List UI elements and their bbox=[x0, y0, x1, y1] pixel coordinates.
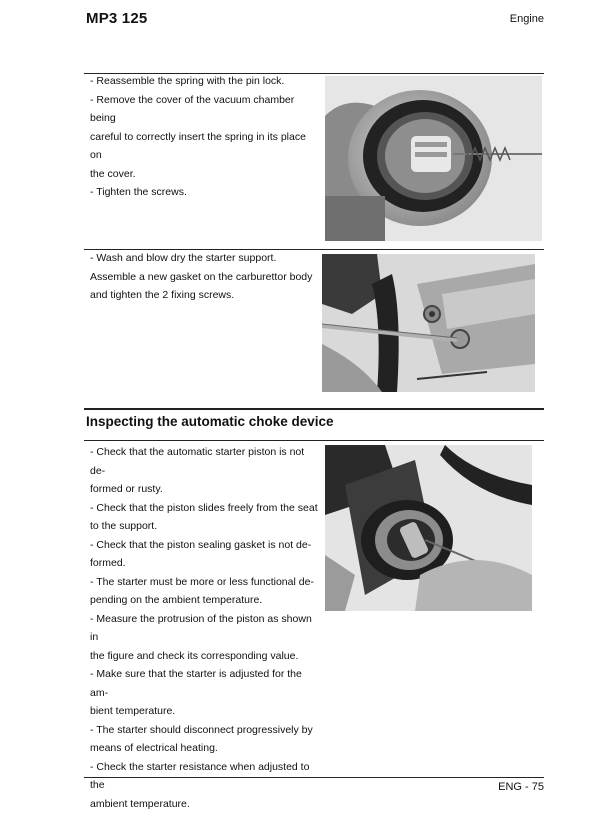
automatic-choke-photo bbox=[325, 445, 532, 611]
choke-line: bient temperature. bbox=[90, 705, 176, 717]
choke-line: means of electrical heating. bbox=[90, 742, 218, 754]
choke-line: the figure and check its corresponding value. bbox=[90, 649, 299, 662]
document-title: MP3 125 bbox=[86, 10, 148, 27]
step2-line: Assemble a new gasket on the carburettor body bbox=[90, 270, 313, 283]
choke-line: - Check that the piston sealing gasket is not de- bbox=[90, 538, 312, 551]
step1-line: - Tighten the screws. bbox=[90, 186, 187, 198]
step2-line: and tighten the 2 fixing screws. bbox=[90, 289, 235, 301]
choke-line: - Check that the piston slides freely from the seat bbox=[90, 501, 318, 514]
page-number: ENG - 75 bbox=[498, 781, 544, 793]
step1-line: - Remove the cover of the vacuum chamber being bbox=[90, 93, 295, 124]
choke-instructions bbox=[90, 443, 318, 813]
step1-line: - Reassemble the spring with the pin lock. bbox=[90, 75, 285, 87]
starter-support-photo bbox=[322, 254, 535, 392]
choke-top-rule bbox=[84, 408, 544, 410]
choke-heading-rule bbox=[84, 440, 544, 441]
choke-line: - The starter should disconnect progressively by bbox=[90, 723, 313, 736]
choke-line: formed. bbox=[90, 557, 126, 569]
choke-line: - Check the starter resistance when adjusted to the bbox=[90, 760, 310, 791]
choke-line: - Measure the protrusion of the piston as shown in bbox=[90, 612, 312, 643]
step1-instructions bbox=[90, 72, 318, 202]
choke-section-heading: Inspecting the automatic choke device bbox=[86, 414, 334, 429]
step1-line: the cover. bbox=[90, 167, 136, 180]
choke-line: ambient temperature. bbox=[90, 797, 190, 810]
choke-line: - The starter must be more or less functional de- bbox=[90, 575, 314, 588]
footer-rule bbox=[84, 777, 544, 778]
choke-line: - Make sure that the starter is adjusted for the am- bbox=[90, 668, 302, 699]
choke-line: pending on the ambient temperature. bbox=[90, 594, 263, 606]
section-label: Engine bbox=[509, 13, 544, 25]
step2-instructions bbox=[90, 249, 318, 305]
choke-line: formed or rusty. bbox=[90, 483, 163, 495]
step2-line: - Wash and blow dry the starter support. bbox=[90, 252, 277, 264]
step1-line: careful to correctly insert the spring in its place on bbox=[90, 130, 306, 161]
choke-line: - Check that the automatic starter piston is not de- bbox=[90, 446, 305, 477]
choke-line: to the support. bbox=[90, 520, 158, 532]
vacuum-chamber-spring-photo bbox=[325, 76, 542, 241]
